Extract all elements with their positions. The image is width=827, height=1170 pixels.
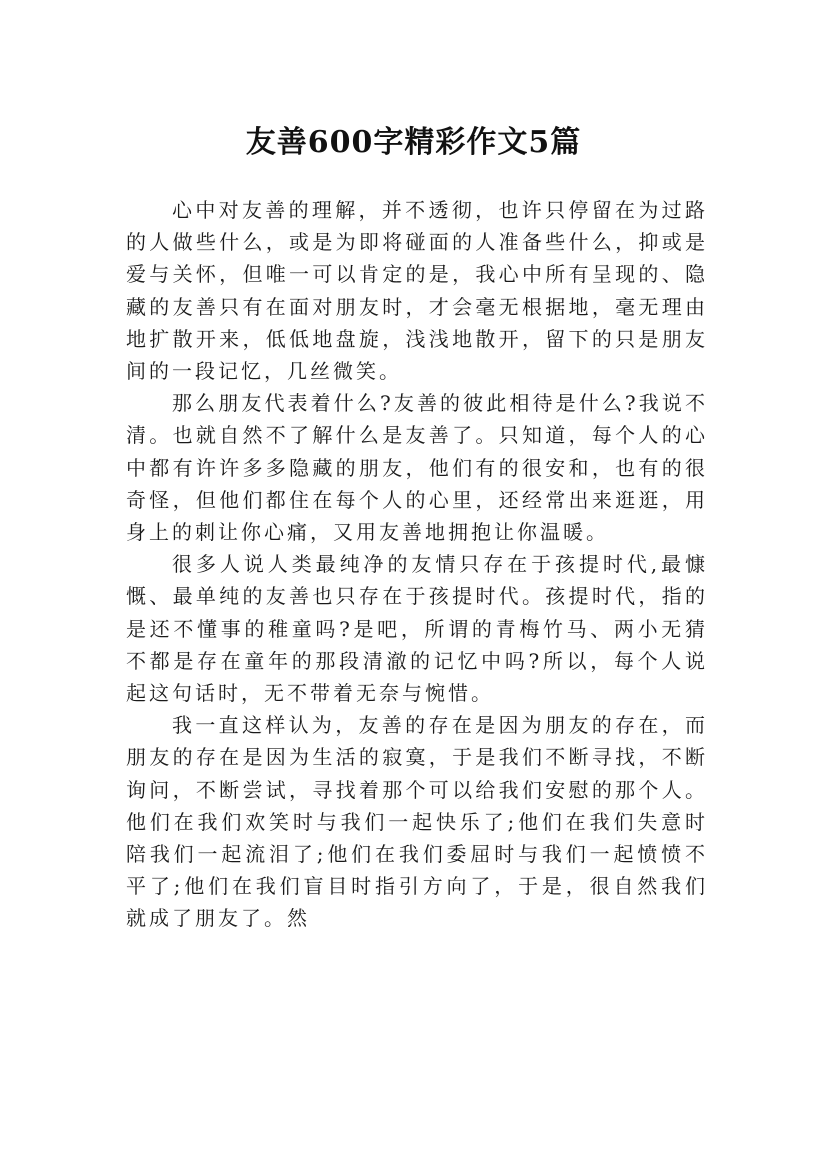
paragraph-1: 心中对友善的理解，并不透彻，也许只停留在为过路的人做些什么，或是为即将碰面的人准备些什么，抑或是爱与关怀，但唯一可以肯定的是，我心中所有呈现的、隐藏的友善只有在面对朋友时，才会毫无根据地，毫无理由地扩散开来，低低地盘旋，浅浅地散开，留下的只是朋友间的一段记忆，几丝微笑。 <box>126 198 708 384</box>
document-body <box>126 194 708 935</box>
document-title: 友善600字精彩作文5篇 <box>245 125 582 161</box>
paragraph-4: 我一直这样认为，友善的存在是因为朋友的存在，而朋友的存在是因为生活的寂寞，于是我们不断寻找，不断询问，不断尝试，寻找着那个可以给我们安慰的那个人。他们在我们欢笑时与我们一起快乐了;他们在我们失意时陪我们一起流泪了;他们在我们委屈时与我们一起愤愤不平了;他们在我们盲目时指引方向了，于是，很自然我们就成了朋友了。然 <box>126 713 708 931</box>
paragraph-3: 很多人说人类最纯净的友情只存在于孩提时代,最慷慨、最单纯的友善也只存在于孩提时代。孩提时代，指的是还不懂事的稚童吗?是吧，所谓的青梅竹马、两小无猜不都是存在童年的那段清澈的记忆中吗?所以，每个人说起这句话时，无不带着无奈与惋惜。 <box>126 552 708 706</box>
paragraph-2: 那么朋友代表着什么?友善的彼此相待是什么?我说不清。也就自然不了解什么是友善了。只知道，每个人的心中都有许许多多隐藏的朋友，他们有的很安和，也有的很奇怪，但他们都住在每个人的心里，还经常出来逛逛，用身上的刺让你心痛，又用友善地拥抱让你温暖。 <box>126 391 708 545</box>
